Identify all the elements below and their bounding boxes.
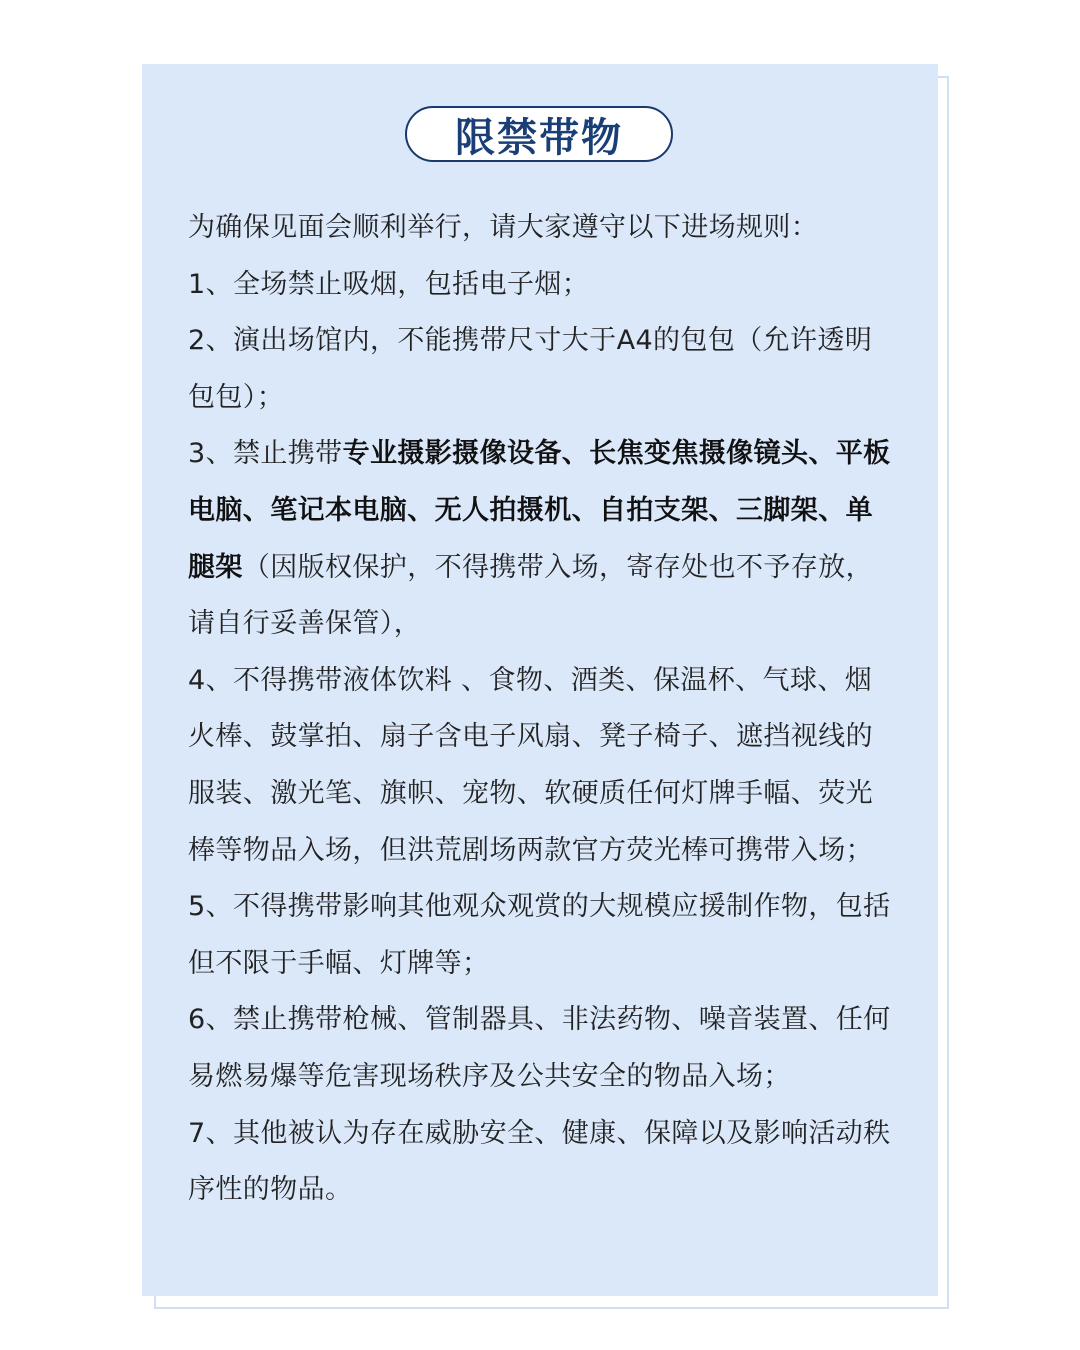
rule-3-suffix: （因版权保护，不得携带入场，寄存处也不予存放，请自行妥善保管）， <box>188 551 874 640</box>
rule-4: 4、不得携带液体饮料 、食物、酒类、保温杯、气球、烟火棒、鼓掌拍、扇子含电子风扇、凳子椅子、遮挡视线的服装、激光笔、旗帜、宠物、软硬质任何灯牌手幅、荧光棒等物品入场，但洪荒剧场两款官方荧光棒可携带入场； <box>188 664 873 866</box>
intro-text: 为确保见面会顺利举行，请大家遵守以下进场规则： <box>188 212 819 243</box>
rule-3 <box>188 426 898 652</box>
rule-2: 2、演出场馆内，不能携带尺寸大于A4的包包（允许透明包包）； <box>188 325 873 413</box>
rule-7: 7、其他被认为存在威胁安全、健康、保障以及影响活动秩序性的物品。 <box>188 1117 891 1206</box>
page-title: 限禁带物 <box>455 114 623 161</box>
rule-6: 6、禁止携带枪械、管制器具、非法药物、噪音装置、任何易燃易爆等危害现场秩序及公共安全的物品入场； <box>188 1004 891 1092</box>
rules-content <box>188 200 898 1219</box>
rule-1: 1、全场禁止吸烟，包括电子烟； <box>188 268 590 300</box>
rule-3-prefix: 3、禁止携带 <box>188 438 343 470</box>
rule-3-prohibited-items: 专业摄影摄像设备、长焦变焦摄像镜头、平板电脑、笔记本电脑、无人拍摄机、自拍支架、三脚架、单腿架 <box>188 438 891 583</box>
title-badge <box>405 106 673 162</box>
rule-5: 5、不得携带影响其他观众观赏的大规模应援制作物，包括但不限于手幅、灯牌等； <box>188 891 891 979</box>
